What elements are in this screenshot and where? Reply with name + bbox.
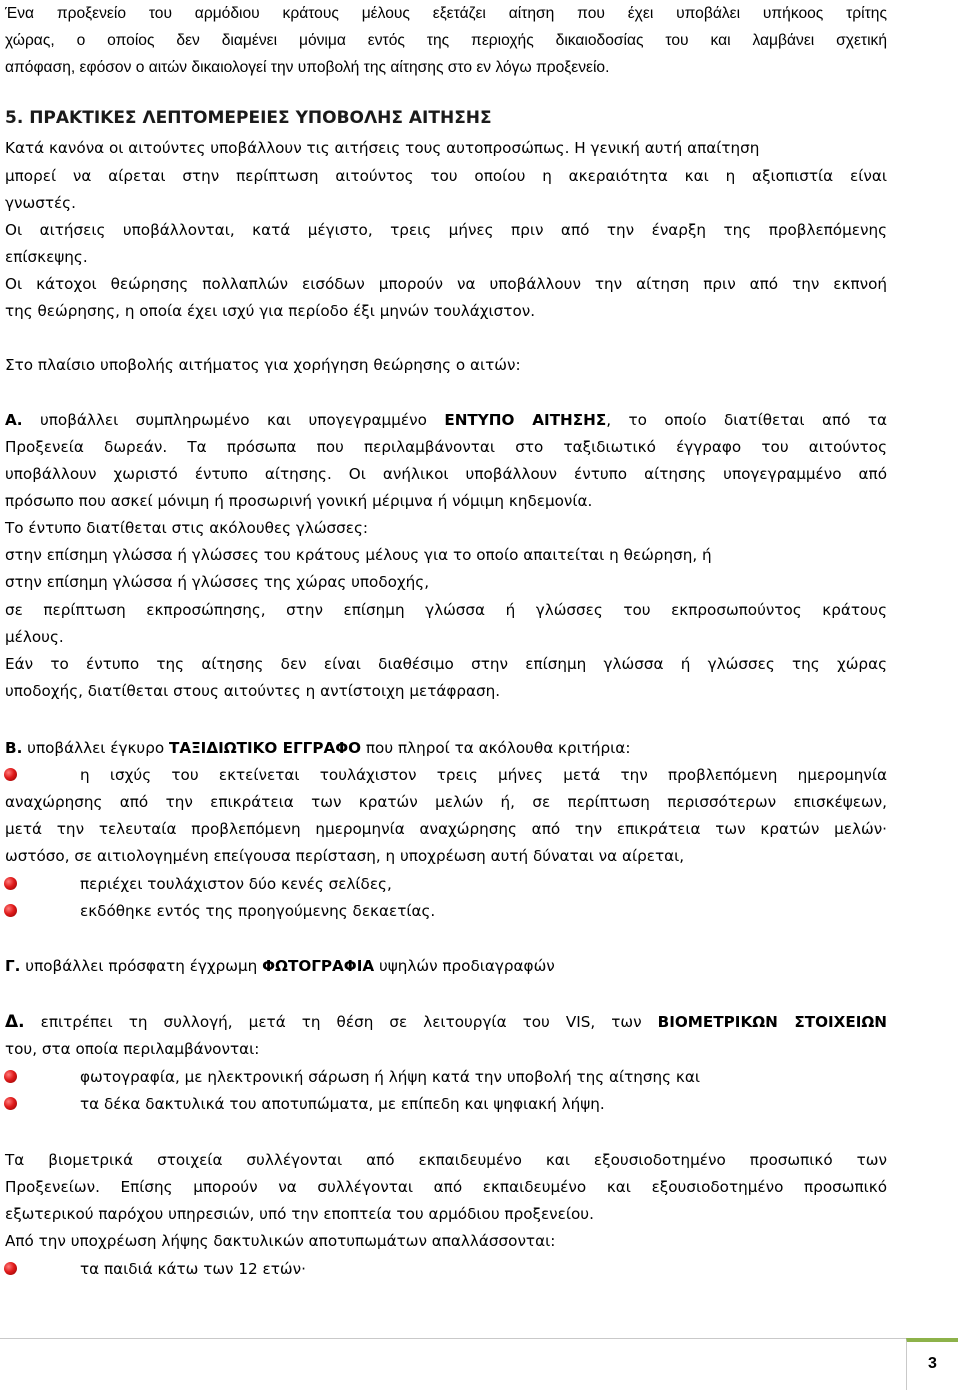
paragraph-line: Τα βιομετρικά στοιχεία συλλέγονται από εκπαιδευμένο και εξουσιοδοτημένο προσωπικό των <box>5 1151 887 1169</box>
paragraph-line: στην επίσημη γλώσσα ή γλώσσες του κράτους μέλους για το οποίο απαιτείται η θεώρηση, ή <box>5 546 712 564</box>
intro-line-3: απόφαση, εφόσον ο αιτών δικαιολογεί την υποβολή της αίτησης στο εν λόγω προξενείο. <box>5 59 610 76</box>
page-number: 3 <box>928 1355 937 1372</box>
part-b-text: υποβάλλει έγκυρο <box>22 739 169 757</box>
part-d-text: επιτρέπει τη συλλογή, μετά τη θέση σε λειτουργία του VIS, των <box>24 1013 658 1031</box>
part-c-heading-line <box>5 953 887 980</box>
paragraph-line: της θεώρησης, η οποία έχει ισχύ για περίοδο έξι μηνών τουλάχιστον. <box>5 302 536 320</box>
paragraph-line: πρόσωπο που ασκεί μόνιμη ή προσωρινή γονική μέριμνα ή νόμιμη κηδεμονία. <box>5 492 593 510</box>
paragraph-line: Εάν το έντυπο της αίτησης δεν είναι διαθέσιμο στην επίσημη γλώσσα ή γλώσσες της χώρας <box>5 655 887 673</box>
part-b-text-end: που πληροί τα ακόλουθα κριτήρια: <box>361 739 631 757</box>
paragraph-line: μπορεί να αίρεται στην περίπτωση αιτούντος του οποίου η ακεραιότητα και η αξιοπιστία είναι <box>5 167 887 185</box>
part-b-heading-line <box>5 735 887 762</box>
bullet-item: φωτογραφία, με ηλεκτρονική σάρωση ή λήψη κατά την υποβολή της αίτησης και <box>80 1068 701 1086</box>
paragraph-line: Οι αιτήσεις υποβάλλονται, κατά μέγιστο, τρεις μήνες πριν από την έναρξη της προβλεπόμενης <box>5 221 887 239</box>
section-heading: 5. ΠΡΑΚΤΙΚΕΣ ΛΕΠΤΟΜΕΡΕΙΕΣ ΥΠΟΒΟΛΗΣ ΑΙΤΗΣΗΣ <box>5 108 492 128</box>
paragraph-line: Από την υποχρέωση λήψης δακτυλικών αποτυπωμάτων απαλλάσσονται: <box>5 1232 556 1250</box>
bullet-item: εκδόθηκε εντός της προηγούμενης δεκαετίας. <box>80 902 436 920</box>
paragraph-line: σε περίπτωση εκπροσώπησης, στην επίσημη γλώσσα ή γλώσσες του εκπροσωπούντος κράτους <box>5 601 887 619</box>
bullet-icon <box>4 1097 17 1110</box>
bullet-item: τα παιδιά κάτω των 12 ετών· <box>80 1260 306 1278</box>
part-c-text: υποβάλλει πρόσφατη έγχρωμη <box>20 957 263 975</box>
part-d-keyword: ΒΙΟΜΕΤΡΙΚΩΝ ΣΤΟΙΧΕΙΩΝ <box>657 1013 887 1031</box>
paragraph-line: Προξενείων. Επίσης μπορούν να συλλέγονται από εκπαιδευμένο και εξουσιοδοτημένο προσωπικό <box>5 1178 887 1196</box>
part-c-marker: Γ. <box>5 957 21 975</box>
paragraph-line: αναχώρησης από την επικράτεια των κρατών μελών ή, σε περίπτωση περισσότερων επισκέψεων, <box>5 793 887 811</box>
paragraph-line: του, στα οποία περιλαμβάνονται: <box>5 1040 260 1058</box>
part-a-text: υποβάλλει συμπληρωμένο και υπογεγραμμένο <box>22 411 445 429</box>
part-b-keyword: ΤΑΞΙΔΙΩΤΙΚΟ ΕΓΓΡΑΦΟ <box>168 739 362 757</box>
intro-line-2: χώρας, ο οποίος δεν διαμένει μόνιμα εντός της περιοχής δικαιοδοσίας του και λαμβάνει σχετική <box>5 32 887 49</box>
part-a-keyword: ΕΝΤΥΠΟ ΑΙΤΗΣΗΣ <box>444 411 607 429</box>
footer-divider <box>0 1338 906 1339</box>
paragraph-line: γνωστές. <box>5 194 76 212</box>
paragraph-line: Στο πλαίσιο υποβολής αιτήματος για χορήγηση θεώρησης ο αιτών: <box>5 356 521 374</box>
paragraph-line: Προξενεία δωρεάν. Τα πρόσωπα που περιλαμβάνονται στο ταξιδιωτικό έγγραφο του αιτούντος <box>5 438 887 456</box>
part-c-text-end: υψηλών προδιαγραφών <box>374 957 555 975</box>
paragraph-line: μέλους. <box>5 628 64 646</box>
part-c-keyword: ΦΩΤΟΓΡΑΦΙΑ <box>262 957 375 975</box>
paragraph-line: Οι κάτοχοι θεώρησης πολλαπλών εισόδων μπορούν να υποβάλλουν την αίτηση πριν από την εκπνοή <box>5 275 887 293</box>
paragraph-line: υποβάλλουν χωριστό έντυπο αίτησης. Οι ανήλικοι υποβάλλουν έντυπο αίτησης υπογεγραμμένο από <box>5 465 887 483</box>
paragraph-line: επίσκεψης. <box>5 248 88 266</box>
bullet-icon <box>4 768 17 781</box>
bullet-icon <box>4 904 17 917</box>
part-a-marker: Α. <box>5 411 23 429</box>
paragraph-line: υποδοχής, διατίθεται στους αιτούντες η αντίστοιχη μετάφραση. <box>5 682 501 700</box>
paragraph-line: εξωτερικού παρόχου υπηρεσιών, υπό την εποπτεία του αρμόδιου προξενείου. <box>5 1205 594 1223</box>
bullet-icon <box>4 1262 17 1275</box>
part-d-marker: Δ. <box>5 1012 25 1032</box>
bullet-item: τα δέκα δακτυλικά του αποτυπώματα, με επίπεδη και ψηφιακή λήψη. <box>80 1095 605 1113</box>
bullet-item: περιέχει τουλάχιστον δύο κενές σελίδες, <box>80 875 392 893</box>
paragraph-line: Το έντυπο διατίθεται στις ακόλουθες γλώσσες: <box>5 519 369 537</box>
paragraph-line: Κατά κανόνα οι αιτούντες υποβάλλουν τις αιτήσεις τους αυτοπροσώπως. Η γενική αυτή απαίτηση <box>5 139 760 157</box>
paragraph-line: μετά την τελευταία προβλεπόμενη ημερομηνία αναχώρησης από την επικράτεια των κρατών μελών· <box>5 820 887 838</box>
paragraph-line: ωστόσο, σε αιτιολογημένη επείγουσα περίσταση, η υποχρέωση αυτή δύναται να αίρεται, <box>5 847 685 865</box>
intro-line-1: Ένα προξενείο του αρμόδιου κράτους μέλους εξετάζει αίτηση που έχει υποβάλει υπήκοος τρίτης <box>5 5 887 22</box>
paragraph-line: στην επίσημη γλώσσα ή γλώσσες της χώρας υποδοχής, <box>5 573 430 591</box>
bullet-icon <box>4 877 17 890</box>
part-a-text-end: , το οποίο διατίθεται από τα <box>606 411 887 429</box>
part-d-heading-line <box>5 1009 887 1036</box>
page-number-box <box>906 1338 958 1390</box>
bullet-item: η ισχύς του εκτείνεται τουλάχιστον τρεις μήνες μετά την προβλεπόμενη ημερομηνία <box>80 766 887 784</box>
bullet-icon <box>4 1070 17 1083</box>
part-a-heading-line <box>5 407 887 434</box>
part-b-marker: Β. <box>5 739 23 757</box>
